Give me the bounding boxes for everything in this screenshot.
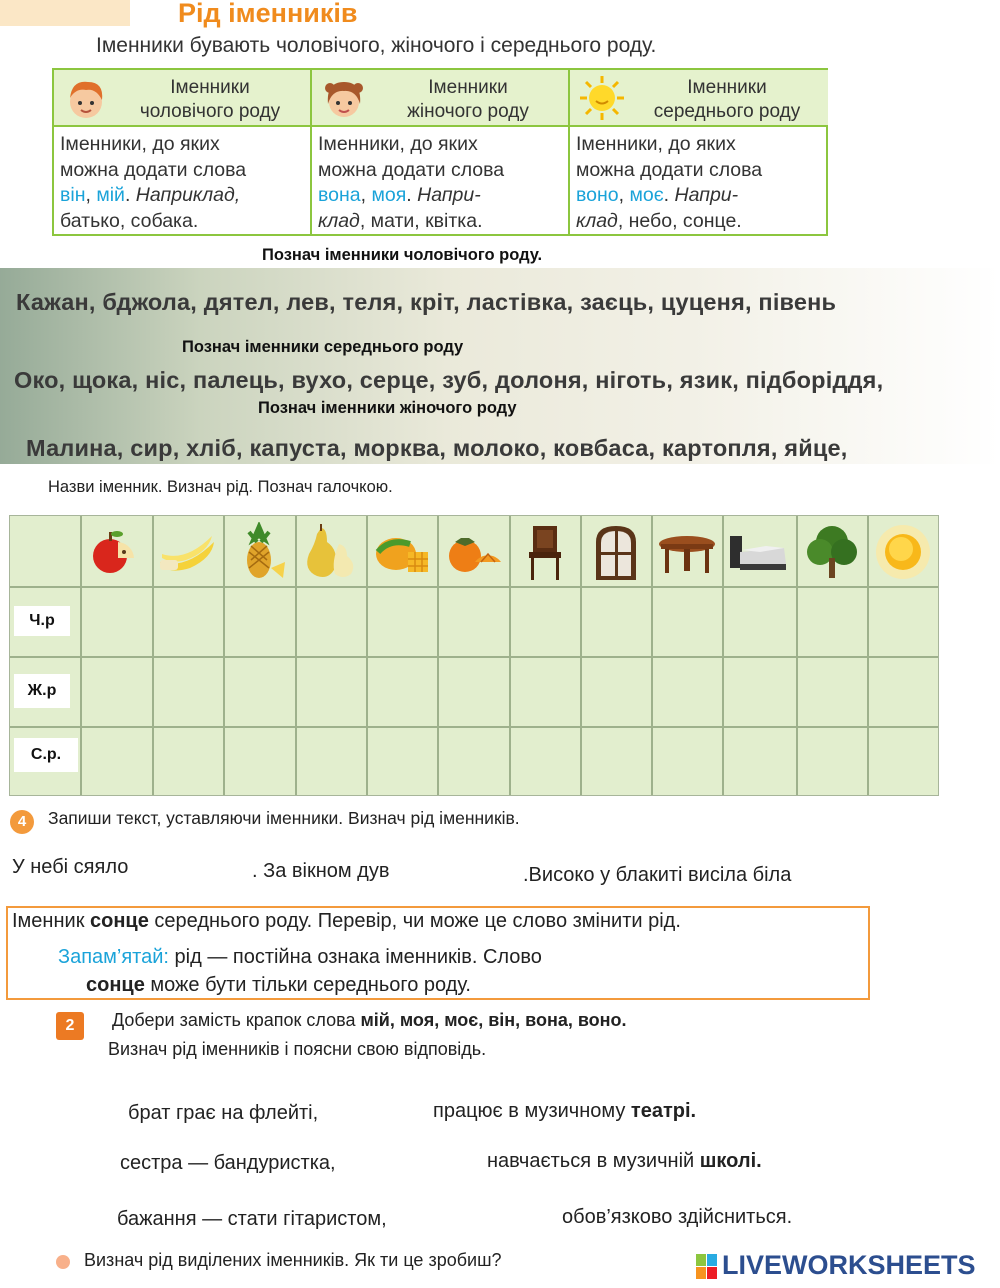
note-text: Іменник (12, 910, 90, 932)
rules-head (312, 70, 568, 127)
tree-icon (800, 522, 864, 582)
rules-head-line2: середнього роду (653, 101, 801, 122)
note-text: рід — постійна ознака іменників. Слово (168, 946, 542, 968)
window-icon (584, 522, 648, 582)
note-text: може бути тільки середнього роду. (144, 974, 471, 996)
row-label-neuter: С.р. (14, 738, 78, 772)
sun-icon (871, 522, 935, 582)
highlighted-noun: театрі. (630, 1100, 697, 1122)
rules-column-feminine (312, 70, 570, 234)
remember-note-box (6, 906, 870, 1000)
rules-body: Іменники, до яких можна додати слова воно, моє. Напри- клад, небо, сонце. (576, 133, 763, 232)
table-icon (655, 522, 719, 582)
subtitle: Іменники бувають чоловічого, жіночого і середнього роду. (96, 34, 657, 57)
task2-number: 2 (56, 1012, 84, 1040)
task2-words: мій, моя, моє, він, вона, воно. (360, 1010, 627, 1030)
rules-line: можна додати слова (318, 158, 505, 181)
ex-masc-words[interactable]: Кажан, бджола, дятел, лев, теля, кріт, ластівка, заєць, цуценя, півень (16, 289, 837, 315)
task4-part1: У небі сяяло (12, 856, 129, 878)
examples: батько, собака. (60, 209, 199, 232)
page-title: Рід іменників (178, 0, 358, 28)
pronoun: вона (318, 184, 361, 206)
rules-head-line1: Іменники (687, 77, 767, 98)
pronoun: мій (96, 184, 125, 206)
bullet-dot (56, 1255, 70, 1269)
rules-body: Іменники, до яких можна додати слова вона, моя. Напри- клад, мати, квітка. (318, 133, 505, 232)
ex-fem-instruction: Познач іменники жіночого роду (258, 399, 517, 417)
note-text: середнього роду. Перевір, чи може це слово змінити рід. (148, 910, 681, 932)
example-label: Наприклад, (135, 184, 241, 206)
pronoun: воно (576, 184, 619, 206)
rules-line: можна додати слова (60, 158, 247, 181)
apple-icon (84, 522, 148, 582)
sentence3-part1: бажання — стати гітаристом, (117, 1208, 387, 1230)
rules-head-line2: чоловічого роду (139, 101, 281, 122)
rules-head-line1: Іменники (170, 77, 250, 98)
final-question: Визнач рід виділених іменників. Як ти це зробиш? (84, 1250, 502, 1270)
sentence1-part2: працює в музичному (433, 1100, 631, 1122)
example-label: Напри- (417, 184, 481, 206)
sentence3-part2: обов’язково здійсниться. (562, 1206, 793, 1228)
task4-part2: . За вікном дув (252, 860, 390, 882)
pronoun: моя (371, 184, 407, 206)
persimmon-icon (441, 522, 505, 582)
ex-masc-instruction: Познач іменники чоловічого роду. (262, 246, 543, 264)
note-bold-word: сонце (90, 910, 149, 932)
rules-line: Іменники, до яких (576, 133, 736, 155)
rules-line: Іменники, до яких (318, 133, 478, 155)
liveworksheets-logo-mark (696, 1254, 718, 1280)
task4-part3: .Високо у блакиті висіла біла (523, 864, 792, 886)
task4-instruction: Запиши текст, уставляючи іменники. Визнач рід іменників. (48, 808, 520, 828)
title-accent-bar (0, 0, 130, 26)
sentence2-part1: сестра — бандуристка, (120, 1152, 336, 1174)
examples: , мати, квітка. (359, 209, 483, 232)
task2-instruction-2: Визнач рід іменників і поясни свою відповідь. (108, 1039, 487, 1059)
ex-neut-instruction: Познач іменники середнього роду (182, 338, 464, 356)
examples: , небо, сонце. (617, 209, 742, 232)
note-bold-word: сонце (86, 974, 145, 996)
highlighted-noun: школі. (699, 1150, 762, 1172)
grid-instruction: Назви іменник. Визнач рід. Познач галочкою. (48, 478, 393, 496)
pronoun: моє (629, 184, 664, 206)
pineapple-icon (227, 522, 291, 582)
boy-icon (62, 74, 110, 122)
gender-check-grid (9, 515, 939, 796)
ex-fem-words[interactable]: Малина, сир, хліб, капуста, морква, молоко, ковбаса, картопля, яйце, (26, 435, 848, 461)
mango-icon (370, 522, 434, 582)
rules-line: Іменники, до яких (60, 133, 220, 155)
rules-head-line1: Іменники (428, 77, 508, 98)
banana-icon (156, 522, 220, 582)
rules-head-line2: жіночого роду (407, 101, 529, 122)
chair-icon (513, 522, 577, 582)
ex-neut-words[interactable]: Око, щока, ніс, палець, вухо, серце, зуб, долоня, ніготь, язик, підборіддя, (14, 367, 884, 393)
row-label-masculine: Ч.р (14, 606, 70, 636)
gender-rules-table (52, 68, 828, 236)
task4-number: 4 (10, 810, 34, 834)
girl-icon (320, 74, 368, 122)
sun-icon (578, 74, 626, 122)
pear-icon (299, 522, 363, 582)
sentence2-part2: навчається в музичній (487, 1150, 700, 1172)
task2-instruction: Добери замість крапок слова (112, 1010, 361, 1030)
liveworksheets-logo[interactable]: LIVEWORKSHEETS (722, 1250, 976, 1280)
pronoun: він (60, 184, 86, 206)
bed-icon (726, 522, 790, 582)
example-label-end: клад (318, 209, 360, 232)
rules-body: Іменники, до яких можна додати слова він, мій. Наприклад, батько, собака. (60, 133, 247, 232)
example-label-end: клад (576, 209, 618, 232)
note-remember-label: Запам’ятай: (58, 946, 169, 968)
rules-head (570, 70, 828, 127)
rules-column-neuter (570, 70, 828, 234)
sentence1-part1: брат грає на флейті, (128, 1102, 319, 1124)
example-label: Напри- (674, 184, 739, 206)
rules-column-masculine (54, 70, 312, 234)
rules-line: можна додати слова (576, 158, 763, 181)
row-label-feminine: Ж.р (14, 674, 70, 708)
rules-head (54, 70, 310, 127)
